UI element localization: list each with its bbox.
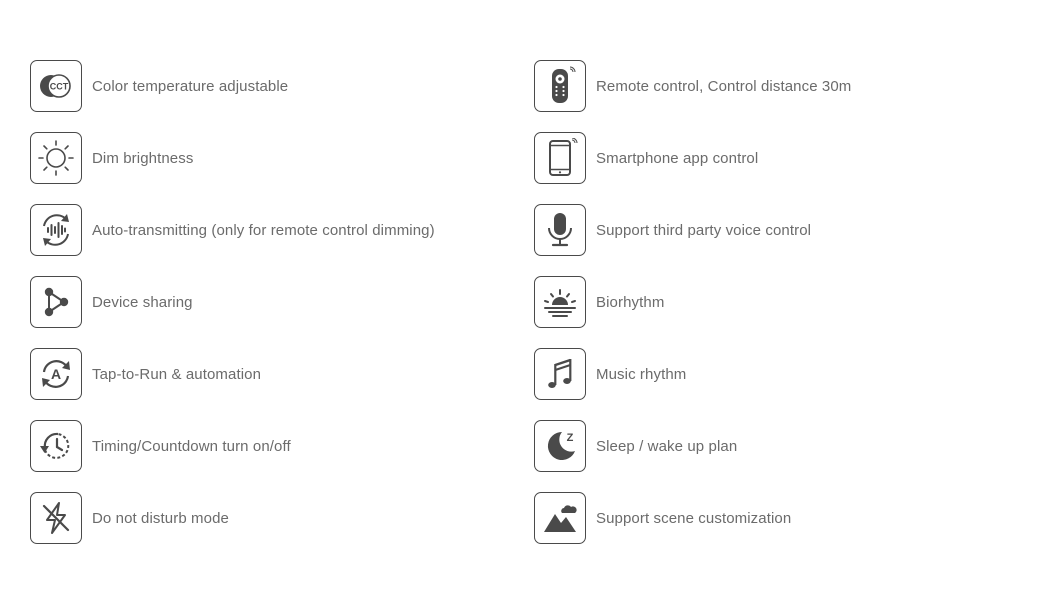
- do-not-disturb-icon: [30, 492, 82, 544]
- svg-text:Z: Z: [566, 432, 574, 444]
- feature-label: Remote control, Control distance 30m: [596, 77, 852, 95]
- timer-icon: [30, 420, 82, 472]
- music-note-icon: [534, 348, 586, 400]
- feature-label: Sleep / wake up plan: [596, 437, 738, 455]
- automation-icon: [30, 348, 82, 400]
- landscape-icon: [534, 492, 586, 544]
- svg-text:CCT: CCT: [49, 81, 69, 92]
- remote-icon: [534, 60, 586, 112]
- sun-icon: [30, 132, 82, 184]
- moon-icon: [534, 420, 586, 472]
- feature-item-auto-transmitting: [30, 203, 435, 257]
- feature-item-voice-control: [534, 203, 851, 257]
- auto-transmit-icon: [30, 204, 82, 256]
- feature-item-smartphone-app: [534, 131, 851, 185]
- feature-item-biorhythm: [534, 275, 851, 329]
- feature-label: Music rhythm: [596, 365, 687, 383]
- feature-list-right: [534, 59, 851, 563]
- feature-label: Device sharing: [92, 293, 193, 311]
- feature-list-left: [30, 59, 435, 563]
- feature-item-dim-brightness: [30, 131, 435, 185]
- feature-label: Support third party voice control: [596, 221, 812, 239]
- feature-label: Timing/Countdown turn on/off: [92, 437, 291, 455]
- feature-label: Auto-transmitting (only for remote control dimming): [92, 221, 435, 239]
- cct-icon: [30, 60, 82, 112]
- feature-item-scene-customization: [534, 491, 851, 545]
- share-icon: [30, 276, 82, 328]
- feature-item-tap-to-run: [30, 347, 435, 401]
- feature-label: Tap-to-Run & automation: [92, 365, 262, 383]
- feature-label: Support scene customization: [596, 509, 792, 527]
- feature-item-color-temperature: [30, 59, 435, 113]
- svg-text:A: A: [50, 366, 62, 382]
- feature-label: Color temperature adjustable: [92, 77, 289, 95]
- microphone-icon: [534, 204, 586, 256]
- feature-item-do-not-disturb: [30, 491, 435, 545]
- feature-item-device-sharing: [30, 275, 435, 329]
- smartphone-icon: [534, 132, 586, 184]
- feature-label: Do not disturb mode: [92, 509, 229, 527]
- feature-label: Smartphone app control: [596, 149, 759, 167]
- sunrise-icon: [534, 276, 586, 328]
- feature-item-music-rhythm: [534, 347, 851, 401]
- feature-item-sleep-wake-plan: [534, 419, 851, 473]
- feature-item-timing: [30, 419, 435, 473]
- feature-label: Biorhythm: [596, 293, 665, 311]
- feature-label: Dim brightness: [92, 149, 194, 167]
- feature-item-remote-control: [534, 59, 851, 113]
